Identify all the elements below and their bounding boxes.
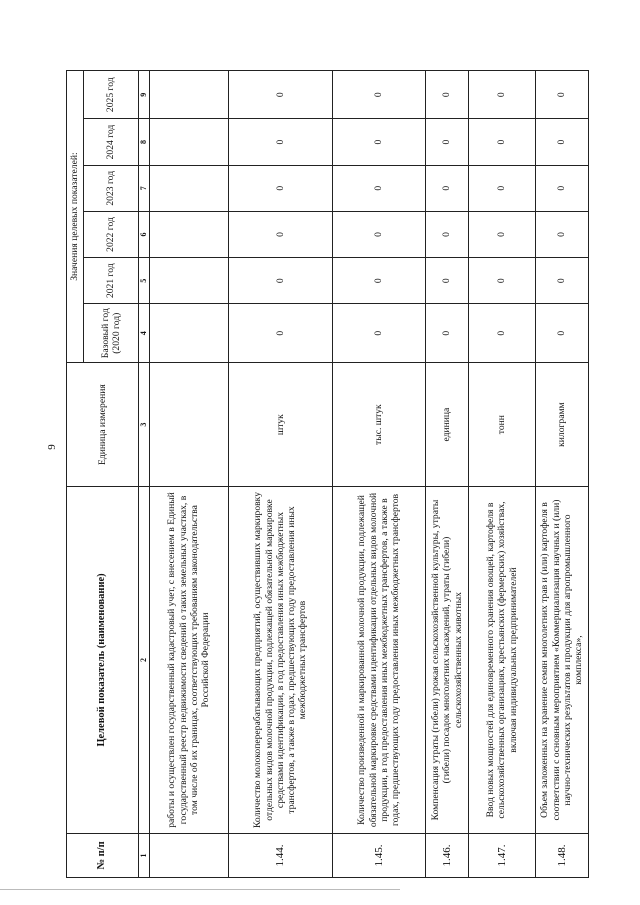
- column-number: 9: [139, 71, 150, 119]
- value-2024: 0: [536, 119, 589, 165]
- row-number: 1.47.: [469, 833, 536, 877]
- value-base: 0: [229, 304, 333, 363]
- value-2025: 0: [469, 71, 536, 119]
- page-number: 9: [46, 444, 58, 450]
- row-number: 1.48.: [536, 833, 589, 877]
- row-number: [150, 833, 229, 877]
- value-2022: 0: [229, 211, 333, 257]
- value-base: 0: [333, 304, 426, 363]
- indicator-name: Количество молокоперерабатывающих предприятий, осуществивших маркировку отдельных видов молочной продукции, подлежащей обязательной маркировке средствами идентификации, в год предоставления иных межбюджетных трансфертов, а также в годах, предшествующих году предоставления иных межбюджетных трансфертов: [229, 487, 333, 834]
- value-2021: 0: [229, 258, 333, 304]
- value-2021: 0: [536, 258, 589, 304]
- column-number: 2: [139, 487, 150, 834]
- value-2021: [150, 258, 229, 304]
- value-2025: 0: [536, 71, 589, 119]
- header-2021: 2021 год: [84, 258, 139, 304]
- value-base: 0: [426, 304, 469, 363]
- value-base: [150, 304, 229, 363]
- unit-cell: штук: [229, 363, 333, 487]
- value-2024: [150, 119, 229, 165]
- header-base-year: Базовый год (2020 год): [84, 304, 139, 363]
- row-number: 1.46.: [426, 833, 469, 877]
- indicator-name: Объем заложенных на хранение семян многолетних трав и (или) картофеля в соответствии с основным мероприятием «Коммерциализация научных и (или) научно-технических результатов и продукции для агропромышленного комплекса»,: [536, 487, 589, 834]
- value-2023: 0: [229, 165, 333, 211]
- value-2021: 0: [426, 258, 469, 304]
- value-2025: 0: [426, 71, 469, 119]
- footer-rule: [0, 889, 400, 890]
- table-row: [536, 71, 589, 878]
- value-2022: [150, 211, 229, 257]
- value-2025: 0: [333, 71, 426, 119]
- indicator-name: Компенсация утраты (гибели) урожая сельскохозяйственной культуры, утраты (гибели) посадок многолетних насаждений, утраты (гибели) сельскохозяйственных животных: [426, 487, 469, 834]
- unit-cell: килограмм: [536, 363, 589, 487]
- header-name: Целевой показатель (наименование): [67, 487, 139, 834]
- value-base: 0: [469, 304, 536, 363]
- indicator-name: работы и осуществлен государственный кадастровый учет, с внесением в Единый государственный реестр недвижимости сведений о таких земельных участках, в том числе об их границах, соответствующих требованиям законодательства Российской Федерации: [150, 487, 229, 834]
- header-num: № п/п: [67, 833, 139, 877]
- column-number: 4: [139, 304, 150, 363]
- header-values-group: Значения целевых показателей:: [67, 71, 84, 363]
- unit-cell: тонн: [469, 363, 536, 487]
- unit-cell: [150, 363, 229, 487]
- column-number-row: [139, 71, 150, 878]
- value-2021: 0: [469, 258, 536, 304]
- table-row: [426, 71, 469, 878]
- unit-cell: единица: [426, 363, 469, 487]
- value-base: 0: [536, 304, 589, 363]
- value-2024: 0: [229, 119, 333, 165]
- table-row: [150, 71, 229, 878]
- header-2022: 2022 год: [84, 211, 139, 257]
- indicator-name: Ввод новых мощностей для единовременного хранения овощей, картофеля в сельскохозяйственных организациях, крестьянских (фермерских) хозяйствах, включая индивидуальных предпринимателей: [469, 487, 536, 834]
- value-2022: 0: [469, 211, 536, 257]
- value-2023: 0: [426, 165, 469, 211]
- column-number: 7: [139, 165, 150, 211]
- header-2025: 2025 год: [84, 71, 139, 119]
- value-2023: 0: [333, 165, 426, 211]
- indicator-name: Количество произведенной и маркированной молочной продукции, подлежащей обязательной маркировке средствами идентификации отдельных видов молочной продукции, в год предоставления иных межбюджетных трансфертов, а также в годах, предшествующих году предоставления иных межбюджетных трансфертов: [333, 487, 426, 834]
- rotated-page-area: [66, 60, 640, 878]
- header-unit: Единица измерения: [67, 363, 139, 487]
- header-2023: 2023 год: [84, 165, 139, 211]
- value-2024: 0: [426, 119, 469, 165]
- column-number: 6: [139, 211, 150, 257]
- value-2024: 0: [469, 119, 536, 165]
- unit-cell: тыс. штук: [333, 363, 426, 487]
- column-number: 1: [139, 833, 150, 877]
- table-container: [66, 60, 640, 878]
- column-number: 8: [139, 119, 150, 165]
- indicators-table: [66, 70, 589, 878]
- value-2023: 0: [536, 165, 589, 211]
- table-row: [229, 71, 333, 878]
- table-row: [333, 71, 426, 878]
- column-number: 5: [139, 258, 150, 304]
- value-2021: 0: [333, 258, 426, 304]
- header-row-1: [67, 71, 84, 878]
- value-2022: 0: [426, 211, 469, 257]
- value-2023: 0: [469, 165, 536, 211]
- value-2022: 0: [333, 211, 426, 257]
- value-2025: [150, 71, 229, 119]
- table-row: [469, 71, 536, 878]
- row-number: 1.45.: [333, 833, 426, 877]
- row-number: 1.44.: [229, 833, 333, 877]
- header-2024: 2024 год: [84, 119, 139, 165]
- value-2024: 0: [333, 119, 426, 165]
- value-2022: 0: [536, 211, 589, 257]
- value-2025: 0: [229, 71, 333, 119]
- column-number: 3: [139, 363, 150, 487]
- value-2023: [150, 165, 229, 211]
